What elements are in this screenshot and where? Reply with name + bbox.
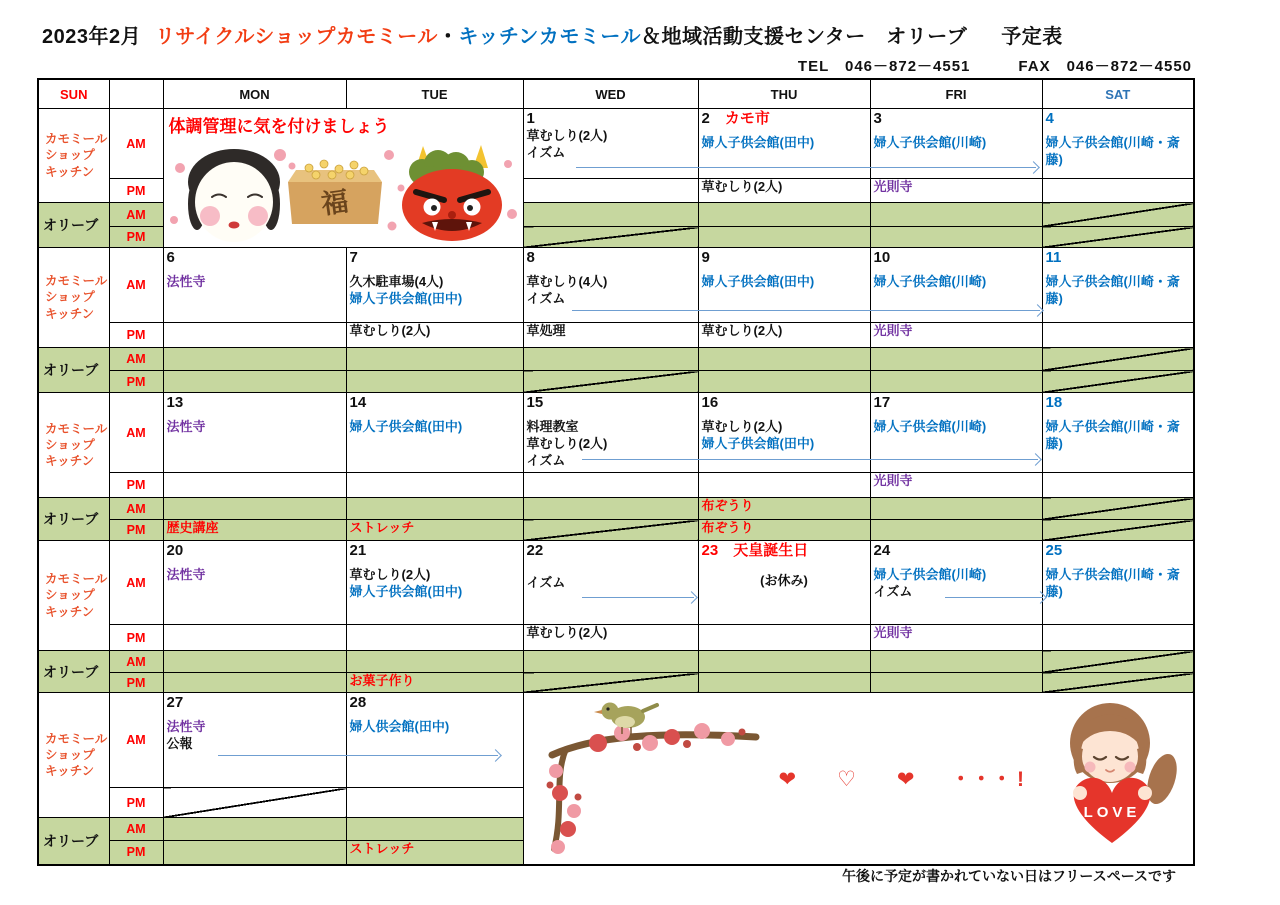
- cell-w4-thu-olive-am: [698, 651, 870, 673]
- continuation-arrow: [582, 597, 694, 598]
- date-feb23: 23 天皇誕生日: [701, 542, 809, 559]
- schedule-table: [37, 78, 1195, 866]
- cell-feb10-am: 10 婦人子供会館(川崎): [870, 248, 1042, 323]
- cell-w4-fri-olive-am: [870, 651, 1042, 673]
- am-label: AM: [109, 818, 163, 841]
- cell-w3-sat-olive-pm: [1042, 520, 1194, 541]
- am-label: AM: [109, 203, 163, 227]
- pm-label: PM: [109, 520, 163, 541]
- cell-feb14-pm: [346, 473, 523, 498]
- cell-w1-sat-olive-am: [1042, 203, 1194, 227]
- cell-feb4-am: 4 婦人子供会館(川崎・斎藤): [1042, 109, 1194, 179]
- cell-feb7-am: 7 久木駐車場(4人) 婦人子供会館(田中): [346, 248, 523, 323]
- date-feb4: 4: [1045, 110, 1054, 127]
- cell-w4-tue-olive-am: [346, 651, 523, 673]
- group-label-olive: オリーブ: [38, 348, 109, 393]
- cell-feb28-pm: [346, 788, 523, 818]
- cell-feb9-am: 9 婦人子供会館(田中): [698, 248, 870, 323]
- date-feb24: 24: [873, 542, 891, 559]
- header-mon: MON: [163, 79, 346, 109]
- date-feb27: 27: [166, 694, 184, 711]
- health-notice: 体調管理に気を付けましょう: [168, 117, 390, 136]
- group-label-kamomile: カモミール ショップ キッチン: [38, 541, 109, 651]
- date-feb10: 10: [873, 249, 891, 266]
- cell-feb11-pm: [1042, 323, 1194, 348]
- continuation-arrow: [582, 459, 1038, 460]
- cell-w2-tue-olive-pm: [346, 371, 523, 393]
- am-label: AM: [109, 693, 163, 788]
- cell-w4-wed-olive-pm: [523, 673, 698, 693]
- cell-feb8-pm: 草処理: [523, 323, 698, 348]
- cell-feb18-pm: [1042, 473, 1194, 498]
- cell-w3-mon-olive-pm: 歴史講座: [163, 520, 346, 541]
- weekday-header-row: [38, 79, 1194, 109]
- cell-w1-fri-olive-pm: [870, 227, 1042, 248]
- cell-feb8-am: 8 草むしり(4人) イズム: [523, 248, 698, 323]
- cell-feb20-pm: [163, 625, 346, 651]
- pm-label: PM: [109, 323, 163, 348]
- date-feb3: 3: [873, 110, 882, 127]
- cell-feb27-pm: [163, 788, 346, 818]
- title-shop: リサイクルショップカモミール: [155, 26, 438, 48]
- cell-w4-mon-olive-am: [163, 651, 346, 673]
- cell-feb23-am: 23 天皇誕生日 (お休み): [698, 541, 870, 625]
- pm-label: PM: [109, 473, 163, 498]
- svg-text:福: 福: [318, 186, 350, 220]
- cell-feb16-am: 16 草むしり(2人) 婦人子供会館(田中): [698, 393, 870, 473]
- cell-w1-wed-olive-pm: [523, 227, 698, 248]
- event-emperors-birthday: 天皇誕生日: [733, 542, 809, 559]
- cell-feb15-pm: [523, 473, 698, 498]
- group-label-olive: オリーブ: [38, 498, 109, 541]
- group-label-olive: オリーブ: [38, 818, 109, 865]
- date-feb17: 17: [873, 394, 891, 411]
- am-label: AM: [109, 248, 163, 323]
- cell-w2-thu-olive-am: [698, 348, 870, 371]
- cell-feb1-pm: [523, 179, 698, 203]
- decor-illustration-cell: [523, 693, 1194, 865]
- cell-feb25-pm: [1042, 625, 1194, 651]
- cell-w2-fri-olive-am: [870, 348, 1042, 371]
- cell-w4-mon-olive-pm: [163, 673, 346, 693]
- date-feb15: 15: [526, 394, 544, 411]
- cell-w1-thu-olive-pm: [698, 227, 870, 248]
- cell-w2-wed-olive-am: [523, 348, 698, 371]
- header-fri: FRI: [870, 79, 1042, 109]
- cell-feb3-pm: 光則寺: [870, 179, 1042, 203]
- cell-w2-wed-olive-pm: [523, 371, 698, 393]
- date-feb2: 2 カモ市: [701, 110, 770, 127]
- date-feb1: 1: [526, 110, 535, 127]
- cell-w2-sat-olive-pm: [1042, 371, 1194, 393]
- setsubun-illustration: [164, 142, 522, 247]
- continuation-arrow: [572, 310, 1040, 311]
- pm-label: PM: [109, 179, 163, 203]
- cell-feb10-pm: 光則寺: [870, 323, 1042, 348]
- cell-feb4-pm: [1042, 179, 1194, 203]
- cell-feb24-pm: 光則寺: [870, 625, 1042, 651]
- continuation-arrow: [945, 597, 1043, 598]
- group-label-kamomile: カモミール ショップ キッチン: [38, 693, 109, 818]
- cell-feb13-am: 13 法性寺: [163, 393, 346, 473]
- pm-label: PM: [109, 841, 163, 865]
- cell-w3-mon-olive-am: [163, 498, 346, 520]
- cell-feb1-am: 1 草むしり(2人) イズム: [523, 109, 698, 179]
- cell-w4-tue-olive-pm: お菓子作り: [346, 673, 523, 693]
- cell-w4-fri-olive-pm: [870, 673, 1042, 693]
- date-feb22: 22: [526, 542, 544, 559]
- date-feb6: 6: [166, 249, 175, 266]
- pm-label: PM: [109, 371, 163, 393]
- am-label: AM: [109, 498, 163, 520]
- cell-feb22-am: 22 イズム: [523, 541, 698, 625]
- cell-w4-thu-olive-pm: [698, 673, 870, 693]
- cell-w3-thu-olive-am: 布ぞうり: [698, 498, 870, 520]
- header-ampm: [109, 79, 163, 109]
- cell-w5-mon-olive-am: [163, 818, 346, 841]
- cell-w5-mon-olive-pm: [163, 841, 346, 865]
- cell-w3-sat-olive-am: [1042, 498, 1194, 520]
- header-wed: WED: [523, 79, 698, 109]
- cell-w2-fri-olive-pm: [870, 371, 1042, 393]
- pm-label: PM: [109, 673, 163, 693]
- cell-feb22-pm: 草むしり(2人): [523, 625, 698, 651]
- pm-label: PM: [109, 625, 163, 651]
- cell-w4-sat-olive-am: [1042, 651, 1194, 673]
- notice-illustration-cell: [163, 109, 523, 248]
- title-dot: ・: [437, 26, 459, 48]
- header-sun: SUN: [38, 79, 109, 109]
- cell-feb27-am: 27 法性寺 公報: [163, 693, 346, 788]
- group-label-kamomile: カモミール ショップ キッチン: [38, 393, 109, 498]
- group-label-olive: オリーブ: [38, 651, 109, 693]
- date-feb7: 7: [349, 249, 358, 266]
- cell-w3-fri-olive-pm: [870, 520, 1042, 541]
- cell-feb2-am: 2 カモ市 婦人子供会館(田中): [698, 109, 870, 179]
- cell-feb13-pm: [163, 473, 346, 498]
- group-label-kamomile: カモミール ショップ キッチン: [38, 109, 109, 203]
- cell-feb14-am: 14 婦人子供会館(田中): [346, 393, 523, 473]
- cell-w3-tue-olive-pm: ストレッチ: [346, 520, 523, 541]
- cell-feb9-pm: 草むしり(2人): [698, 323, 870, 348]
- cell-w3-thu-olive-pm: 布ぞうり: [698, 520, 870, 541]
- cell-w3-wed-olive-am: [523, 498, 698, 520]
- pm-label: PM: [109, 788, 163, 818]
- cell-feb25-am: 25 婦人子供会館(川崎・斎藤): [1042, 541, 1194, 625]
- cell-w5-tue-olive-am: [346, 818, 523, 841]
- page-title: [42, 20, 1063, 49]
- cell-feb6-pm: [163, 323, 346, 348]
- cell-w1-wed-olive-am: [523, 203, 698, 227]
- date-feb28: 28: [349, 694, 367, 711]
- hearts-decoration: ❤ ♡ ❤ ･･･!: [778, 768, 1035, 791]
- event-kamoichi: カモ市: [724, 110, 770, 127]
- cell-w3-tue-olive-am: [346, 498, 523, 520]
- header-thu: THU: [698, 79, 870, 109]
- cell-w4-sat-olive-pm: [1042, 673, 1194, 693]
- pm-label: PM: [109, 227, 163, 248]
- cell-feb17-pm: 光則寺: [870, 473, 1042, 498]
- am-label: AM: [109, 393, 163, 473]
- cell-feb20-am: 20 法性寺: [163, 541, 346, 625]
- footer-note: 午後に予定が書かれていない日はフリースペースです: [841, 868, 1176, 884]
- continuation-arrow: [218, 755, 498, 756]
- date-feb11: 11: [1045, 249, 1062, 266]
- cell-w2-mon-olive-am: [163, 348, 346, 371]
- love-girl-illustration: [1048, 701, 1180, 851]
- cell-w1-fri-olive-am: [870, 203, 1042, 227]
- cell-feb18-am: 18 婦人子供会館(川崎・斎藤): [1042, 393, 1194, 473]
- date-feb8: 8: [526, 249, 535, 266]
- contact-info: TEL 046－872－4551 FAX 046－872－4550: [797, 58, 1192, 75]
- love-text: LOVE: [1083, 804, 1140, 821]
- cell-feb28-am: 28 婦人供会館(田中): [346, 693, 523, 788]
- cell-feb3-am: 3 婦人子供会館(川崎): [870, 109, 1042, 179]
- date-feb14: 14: [349, 394, 367, 411]
- am-label: AM: [109, 348, 163, 371]
- cell-w2-thu-olive-pm: [698, 371, 870, 393]
- cell-w2-sat-olive-am: [1042, 348, 1194, 371]
- title-center: ＆地域活動支援センター オリーブ: [641, 26, 968, 48]
- continuation-arrow: [576, 167, 1036, 168]
- group-label-olive: オリーブ: [38, 203, 109, 248]
- cell-feb24-am: 24 婦人子供会館(川崎) イズム: [870, 541, 1042, 625]
- cell-feb7-pm: 草むしり(2人): [346, 323, 523, 348]
- cell-feb6-am: 6 法性寺: [163, 248, 346, 323]
- cell-w1-thu-olive-am: [698, 203, 870, 227]
- date-feb16: 16: [701, 394, 719, 411]
- plum-branch-illustration: [532, 697, 762, 859]
- cell-feb21-pm: [346, 625, 523, 651]
- date-feb9: 9: [701, 249, 710, 266]
- cell-feb17-am: 17 婦人子供会館(川崎): [870, 393, 1042, 473]
- cell-feb2-pm: 草むしり(2人): [698, 179, 870, 203]
- cell-feb16-pm: [698, 473, 870, 498]
- cell-w3-wed-olive-pm: [523, 520, 698, 541]
- date-feb18: 18: [1045, 394, 1063, 411]
- group-label-kamomile: カモミール ショップ キッチン: [38, 248, 109, 348]
- cell-w1-sat-olive-pm: [1042, 227, 1194, 248]
- date-feb21: 21: [349, 542, 367, 559]
- cell-w3-fri-olive-am: [870, 498, 1042, 520]
- am-label: AM: [109, 541, 163, 625]
- header-sat: SAT: [1042, 79, 1194, 109]
- cell-w4-wed-olive-am: [523, 651, 698, 673]
- am-label: AM: [109, 651, 163, 673]
- date-feb25: 25: [1045, 542, 1063, 559]
- title-month: 2023年2月: [42, 26, 142, 48]
- header-tue: TUE: [346, 79, 523, 109]
- cell-feb21-am: 21 草むしり(2人) 婦人子供会館(田中): [346, 541, 523, 625]
- title-suffix: 予定表: [1001, 26, 1063, 48]
- title-kitchen: キッチンカモミール: [458, 26, 642, 48]
- cell-w2-mon-olive-pm: [163, 371, 346, 393]
- cell-feb15-am: 15 料理教室 草むしり(2人) イズム: [523, 393, 698, 473]
- date-feb20: 20: [166, 542, 184, 559]
- cell-feb23-pm: [698, 625, 870, 651]
- am-label: AM: [109, 109, 163, 179]
- cell-feb11-am: 11 婦人子供会館(川崎・斎藤): [1042, 248, 1194, 323]
- date-feb13: 13: [166, 394, 184, 411]
- cell-w5-tue-olive-pm: ストレッチ: [346, 841, 523, 865]
- cell-w2-tue-olive-am: [346, 348, 523, 371]
